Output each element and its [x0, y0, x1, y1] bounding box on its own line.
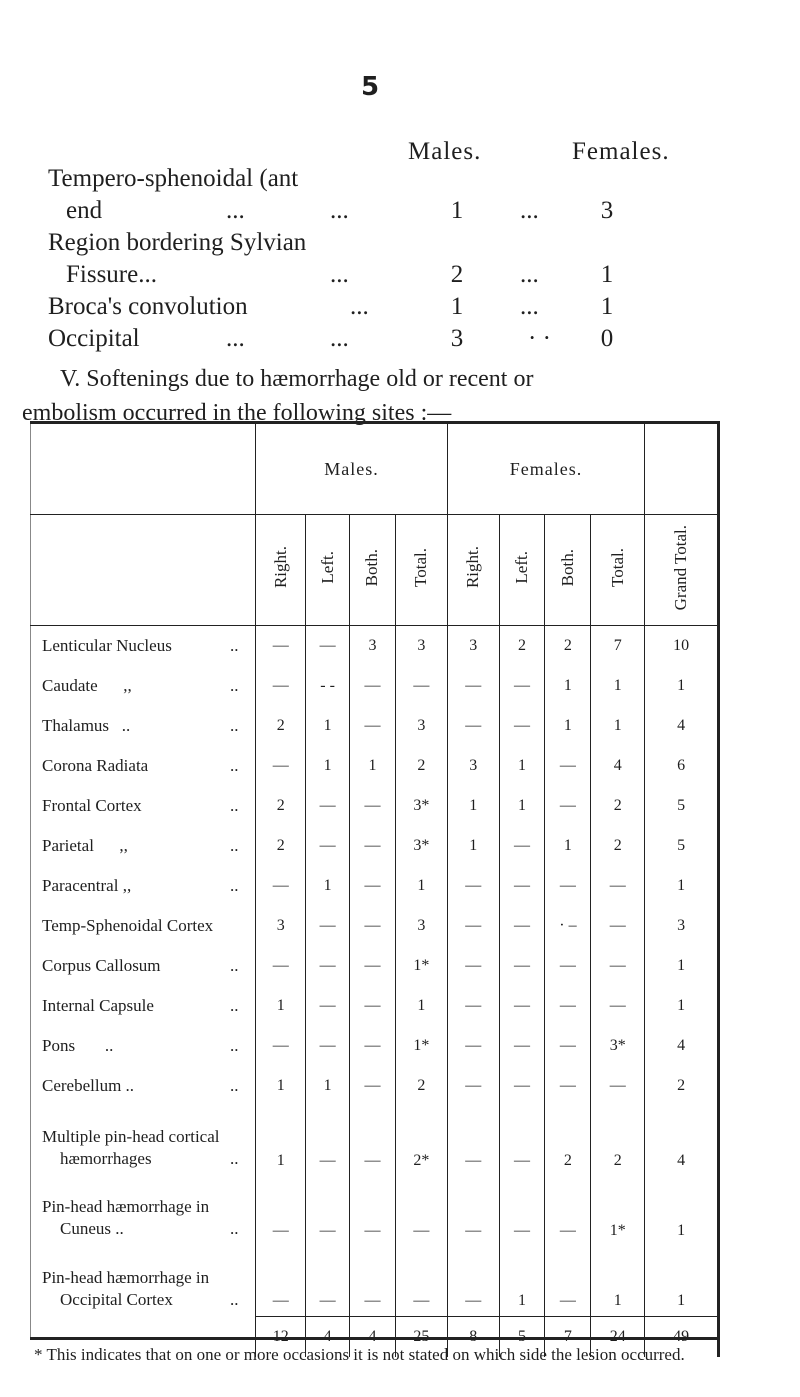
row-site-label — [30, 946, 256, 986]
table-cell: 1 — [395, 986, 447, 1026]
table-cell: — — [591, 1066, 645, 1106]
grand-total-cell: 10 — [645, 626, 719, 667]
table-cell: — — [545, 946, 591, 986]
males-value: 2 — [450, 261, 464, 288]
table-cell: — — [350, 986, 396, 1026]
table-cell: — — [447, 1176, 499, 1246]
females-value: 0 — [600, 325, 614, 352]
site-name-line1: Multiple pin-head cortical — [42, 1127, 220, 1146]
total-cell: 25 — [395, 1317, 447, 1358]
table-row — [30, 986, 719, 1026]
row-site-label — [30, 706, 256, 746]
table-row — [30, 706, 719, 746]
site-name-line1: Pin-head hæmorrhage in — [42, 1197, 210, 1216]
table-column-header — [30, 515, 719, 626]
total-cell: 12 — [256, 1317, 306, 1358]
table-cell: 3* — [395, 786, 447, 826]
grand-total-cell: 1 — [645, 666, 719, 706]
grand-total-cell: 1 — [645, 946, 719, 986]
row-site-label — [30, 1026, 256, 1066]
header-blank — [30, 515, 256, 626]
table-cell: — — [350, 826, 396, 866]
site-name: Internal Capsule — [42, 996, 154, 1015]
top-row-1b — [0, 197, 800, 227]
dots: ... — [226, 197, 245, 224]
table-cell: — — [591, 866, 645, 906]
row-site-label — [30, 666, 256, 706]
table-cell: 3 — [256, 906, 306, 946]
table-cell: 1 — [350, 746, 396, 786]
softenings-table — [30, 424, 720, 1357]
grand-total-cell: 6 — [645, 746, 719, 786]
table-row — [30, 626, 719, 667]
dots: · · — [528, 325, 551, 352]
paragraph-line-1: V. Softenings due to hæmorrhage old or recent or — [60, 366, 534, 392]
table-cell: 4 — [591, 746, 645, 786]
table-cell: — — [545, 986, 591, 1026]
males-group-header: Males. — [256, 424, 447, 515]
table-cell: 1 — [395, 866, 447, 906]
table-cell: 2 — [256, 786, 306, 826]
table-cell: — — [395, 1246, 447, 1317]
col-header: Right. — [463, 546, 483, 589]
site-name-line2: Occipital Cortex — [60, 1289, 173, 1309]
table-cell: 3 — [447, 626, 499, 667]
grand-total-cell: 1 — [645, 866, 719, 906]
table-cell: — — [545, 1066, 591, 1106]
table-cell: 1 — [499, 1246, 545, 1317]
table-cell: 1 — [499, 786, 545, 826]
table-cell: 2 — [545, 1106, 591, 1176]
table-cell: — — [256, 1026, 306, 1066]
table-cell: — — [306, 1176, 350, 1246]
site-name: Lenticular Nucleus — [42, 636, 172, 655]
table-cell: — — [499, 946, 545, 986]
table-row — [30, 866, 719, 906]
table-cell: 1 — [447, 826, 499, 866]
paragraph-line-2: embolism occurred in the following sites :— — [22, 400, 452, 426]
grand-total-cell: 5 — [645, 826, 719, 866]
page-number: 5 — [360, 72, 380, 102]
grand-total-cell: 4 — [645, 1026, 719, 1066]
col-header: Total. — [411, 548, 431, 587]
table-cell: 2 — [591, 826, 645, 866]
site-name: Corona Radiata — [42, 756, 149, 775]
table-cell: — — [447, 666, 499, 706]
table-cell: 1 — [545, 706, 591, 746]
table-cell: — — [350, 1176, 396, 1246]
table-cell: — — [447, 986, 499, 1026]
table-cell: — — [306, 626, 350, 667]
grand-header-blank — [645, 424, 719, 515]
top-row-2 — [0, 229, 800, 259]
table-cell: 1 — [591, 1246, 645, 1317]
table-cell: 3* — [591, 1026, 645, 1066]
dots: ... — [330, 261, 349, 288]
row-dots: .. — [230, 796, 239, 815]
table-cell: — — [395, 1176, 447, 1246]
males-value: 1 — [450, 293, 464, 320]
table-cell: 2 — [256, 826, 306, 866]
row-site-label — [30, 786, 256, 826]
table-cell: — — [306, 906, 350, 946]
table-cell: — — [350, 1066, 396, 1106]
table-cell: — — [447, 1026, 499, 1066]
total-cell: 4 — [350, 1317, 396, 1358]
row-dots: .. — [230, 1289, 239, 1309]
table-cell: 1 — [256, 1106, 306, 1176]
table-cell: 1 — [306, 706, 350, 746]
males-value: 3 — [450, 325, 464, 352]
row-dots: .. — [230, 836, 239, 855]
table-cell: — — [350, 1246, 396, 1317]
table-cell: — — [306, 986, 350, 1026]
table-cell: 2 — [591, 786, 645, 826]
table-cell: - - — [306, 666, 350, 706]
row-site-label — [30, 1246, 256, 1317]
table-cell: 1* — [395, 946, 447, 986]
total-cell: 4 — [306, 1317, 350, 1358]
table-cell: — — [256, 866, 306, 906]
row-site-label — [30, 1176, 256, 1246]
table-cell: — — [499, 706, 545, 746]
table-cell: — — [499, 1066, 545, 1106]
top-row-2b — [0, 261, 800, 291]
dots: ... — [520, 197, 539, 224]
table-cell: — — [306, 946, 350, 986]
table-cell: — — [447, 906, 499, 946]
row-dots: .. — [230, 756, 239, 775]
total-cell: 7 — [545, 1317, 591, 1358]
table-cell: 1 — [306, 1066, 350, 1106]
table-cell: 1 — [591, 666, 645, 706]
row-site-label — [30, 826, 256, 866]
table-cell: — — [447, 1246, 499, 1317]
row-dots: .. — [230, 996, 239, 1015]
table-cell: 2 — [256, 706, 306, 746]
footnote: * This indicates that on one or more occasions it is not stated on which side the lesion occurred. — [34, 1345, 685, 1364]
table-cell: — — [350, 706, 396, 746]
dots: ... — [520, 293, 539, 320]
table-cell: — — [499, 866, 545, 906]
males-heading: Males. — [408, 138, 482, 165]
table-row — [30, 826, 719, 866]
table-row — [30, 786, 719, 826]
top-row-label: Occipital — [48, 325, 140, 352]
site-name-line1: Pin-head hæmorrhage in — [42, 1267, 210, 1287]
site-name: Temp-Sphenoidal Cortex — [42, 916, 214, 935]
top-row-label: Region bordering Sylvian — [48, 229, 307, 256]
col-header: Both. — [557, 548, 577, 587]
total-cell: 24 — [591, 1317, 645, 1358]
col-header: Left. — [317, 551, 337, 584]
table-cell: 1 — [306, 866, 350, 906]
table-row — [30, 1246, 719, 1317]
table-cell: — — [499, 1106, 545, 1176]
table-cell: — — [350, 1026, 396, 1066]
table-cell: 3 — [350, 626, 396, 667]
table-cell: — — [306, 786, 350, 826]
grand-total-cell: 5 — [645, 786, 719, 826]
table-cell: 1 — [545, 826, 591, 866]
grand-total-cell: 4 — [645, 706, 719, 746]
table-cell: — — [591, 986, 645, 1026]
females-group-header: Females. — [447, 424, 644, 515]
table-cell: — — [256, 626, 306, 667]
table-cell: — — [499, 986, 545, 1026]
row-dots: .. — [230, 1149, 239, 1168]
table-cell: — — [306, 826, 350, 866]
table-cell: 7 — [591, 626, 645, 667]
top-row-3 — [0, 293, 800, 323]
dots: ... — [226, 325, 245, 352]
top-row-label: Tempero-sphenoidal (ant — [48, 165, 299, 192]
site-name-line2: Cuneus .. — [60, 1219, 124, 1238]
grand-total-cell: 1 — [645, 1176, 719, 1246]
table-cell: · – — [545, 906, 591, 946]
table-cell: — — [447, 866, 499, 906]
col-header: Both. — [362, 548, 382, 587]
table-cell: — — [499, 906, 545, 946]
table-cell: — — [350, 1106, 396, 1176]
row-dots: .. — [230, 716, 239, 735]
grand-total-cell: 2 — [645, 1066, 719, 1106]
table-cell: — — [499, 1176, 545, 1246]
table-cell: 2 — [395, 1066, 447, 1106]
table-row — [30, 906, 719, 946]
table-cell: — — [350, 946, 396, 986]
table-cell: — — [499, 666, 545, 706]
top-row-label-cont: Fissure... — [66, 261, 157, 288]
table-cell: — — [545, 1246, 591, 1317]
table-cell: 1 — [306, 746, 350, 786]
table-cell: 1 — [499, 746, 545, 786]
header-blank — [30, 424, 256, 515]
col-header: Right. — [270, 546, 290, 589]
table-cell: 1 — [447, 786, 499, 826]
table-row — [30, 1066, 719, 1106]
table-cell: — — [256, 746, 306, 786]
row-site-label — [30, 1106, 256, 1176]
table-cell: 3 — [395, 626, 447, 667]
grand-total-cell: 1 — [645, 986, 719, 1026]
table-cell: — — [256, 666, 306, 706]
table-cell: — — [545, 1176, 591, 1246]
table-cell: 1 — [591, 706, 645, 746]
grand-total-cell: 3 — [645, 906, 719, 946]
row-dots: .. — [230, 676, 239, 695]
females-heading: Females. — [572, 138, 670, 165]
table-cell: 1 — [256, 1066, 306, 1106]
row-site-label — [30, 746, 256, 786]
table-cell: 3 — [447, 746, 499, 786]
grand-total-cell: 4 — [645, 1106, 719, 1176]
table-cell: — — [350, 866, 396, 906]
table-cell: — — [306, 1106, 350, 1176]
grand-total-cell: 49 — [645, 1317, 719, 1358]
table-cell: 2 — [591, 1106, 645, 1176]
top-row-label: Broca's convolution — [48, 293, 248, 320]
table-cell: 2 — [395, 746, 447, 786]
row-dots: .. — [230, 956, 239, 975]
table-row — [30, 746, 719, 786]
table-row — [30, 1026, 719, 1066]
row-dots: .. — [230, 1036, 239, 1055]
table-cell: — — [591, 906, 645, 946]
table-cell: — — [447, 1106, 499, 1176]
site-name: Parietal ,, — [42, 836, 128, 855]
site-name: Corpus Callosum — [42, 956, 161, 975]
row-site-label — [30, 866, 256, 906]
table-cell: 3* — [395, 826, 447, 866]
table-cell: — — [256, 1246, 306, 1317]
table-row — [30, 666, 719, 706]
table-cell: — — [350, 906, 396, 946]
table-cell: — — [545, 746, 591, 786]
site-name: Frontal Cortex — [42, 796, 142, 815]
table-cell: — — [499, 826, 545, 866]
total-cell: 8 — [447, 1317, 499, 1358]
col-header: Total. — [607, 548, 627, 587]
table-cell: — — [499, 1026, 545, 1066]
col-header: Left. — [512, 551, 532, 584]
table-cell: — — [447, 946, 499, 986]
females-value: 1 — [600, 261, 614, 288]
row-dots: .. — [230, 876, 239, 895]
table-cell: — — [350, 666, 396, 706]
females-value: 3 — [600, 197, 614, 224]
table-cell: — — [591, 946, 645, 986]
grand-total-cell: 1 — [645, 1246, 719, 1317]
table-cell: 1* — [395, 1026, 447, 1066]
table-row — [30, 1106, 719, 1176]
table-cell: — — [306, 1246, 350, 1317]
row-site-label — [30, 1066, 256, 1106]
col-header: Grand Total. — [671, 524, 691, 611]
total-cell: 5 — [499, 1317, 545, 1358]
site-name-line2: hæmorrhages — [60, 1149, 152, 1168]
row-dots: .. — [230, 636, 239, 655]
row-site-label — [30, 626, 256, 667]
site-name: Caudate ,, — [42, 676, 132, 695]
table-cell: 3 — [395, 706, 447, 746]
females-value: 1 — [600, 293, 614, 320]
row-dots: .. — [230, 1219, 239, 1238]
site-name: Cerebellum .. — [42, 1076, 135, 1095]
dots: ... — [520, 261, 539, 288]
table-cell: — — [395, 666, 447, 706]
site-name: Paracentral ,, — [42, 876, 132, 895]
table-cell: — — [306, 1026, 350, 1066]
table-cell: 2* — [395, 1106, 447, 1176]
section-paragraph — [22, 362, 782, 430]
table-row — [30, 1176, 719, 1246]
dots: ... — [330, 325, 349, 352]
top-row-label-cont: end — [66, 197, 103, 224]
table-cell: — — [256, 946, 306, 986]
dots: ... — [350, 293, 369, 320]
table-bottom-rule — [30, 1337, 720, 1340]
table-cell: — — [447, 1066, 499, 1106]
table-cell: — — [256, 1176, 306, 1246]
row-site-label — [30, 986, 256, 1026]
table-cell: 1 — [545, 666, 591, 706]
table-cell: 1 — [256, 986, 306, 1026]
top-row-4 — [0, 325, 800, 355]
males-value: 1 — [450, 197, 464, 224]
table-cell: — — [447, 706, 499, 746]
table-group-header — [30, 424, 719, 515]
table-row — [30, 946, 719, 986]
site-name: Thalamus .. — [42, 716, 131, 735]
table-cell: 2 — [545, 626, 591, 667]
table-cell: — — [545, 866, 591, 906]
row-site-label — [30, 906, 256, 946]
table-cell: 2 — [499, 626, 545, 667]
table-cell: — — [545, 1026, 591, 1066]
table-cell: 1* — [591, 1176, 645, 1246]
row-dots: .. — [230, 1076, 239, 1095]
site-name: Pons .. — [42, 1036, 114, 1055]
dots: ... — [330, 197, 349, 224]
top-row-1 — [0, 165, 800, 195]
table-cell: — — [545, 786, 591, 826]
table-cell: — — [350, 786, 396, 826]
table-cell: 3 — [395, 906, 447, 946]
